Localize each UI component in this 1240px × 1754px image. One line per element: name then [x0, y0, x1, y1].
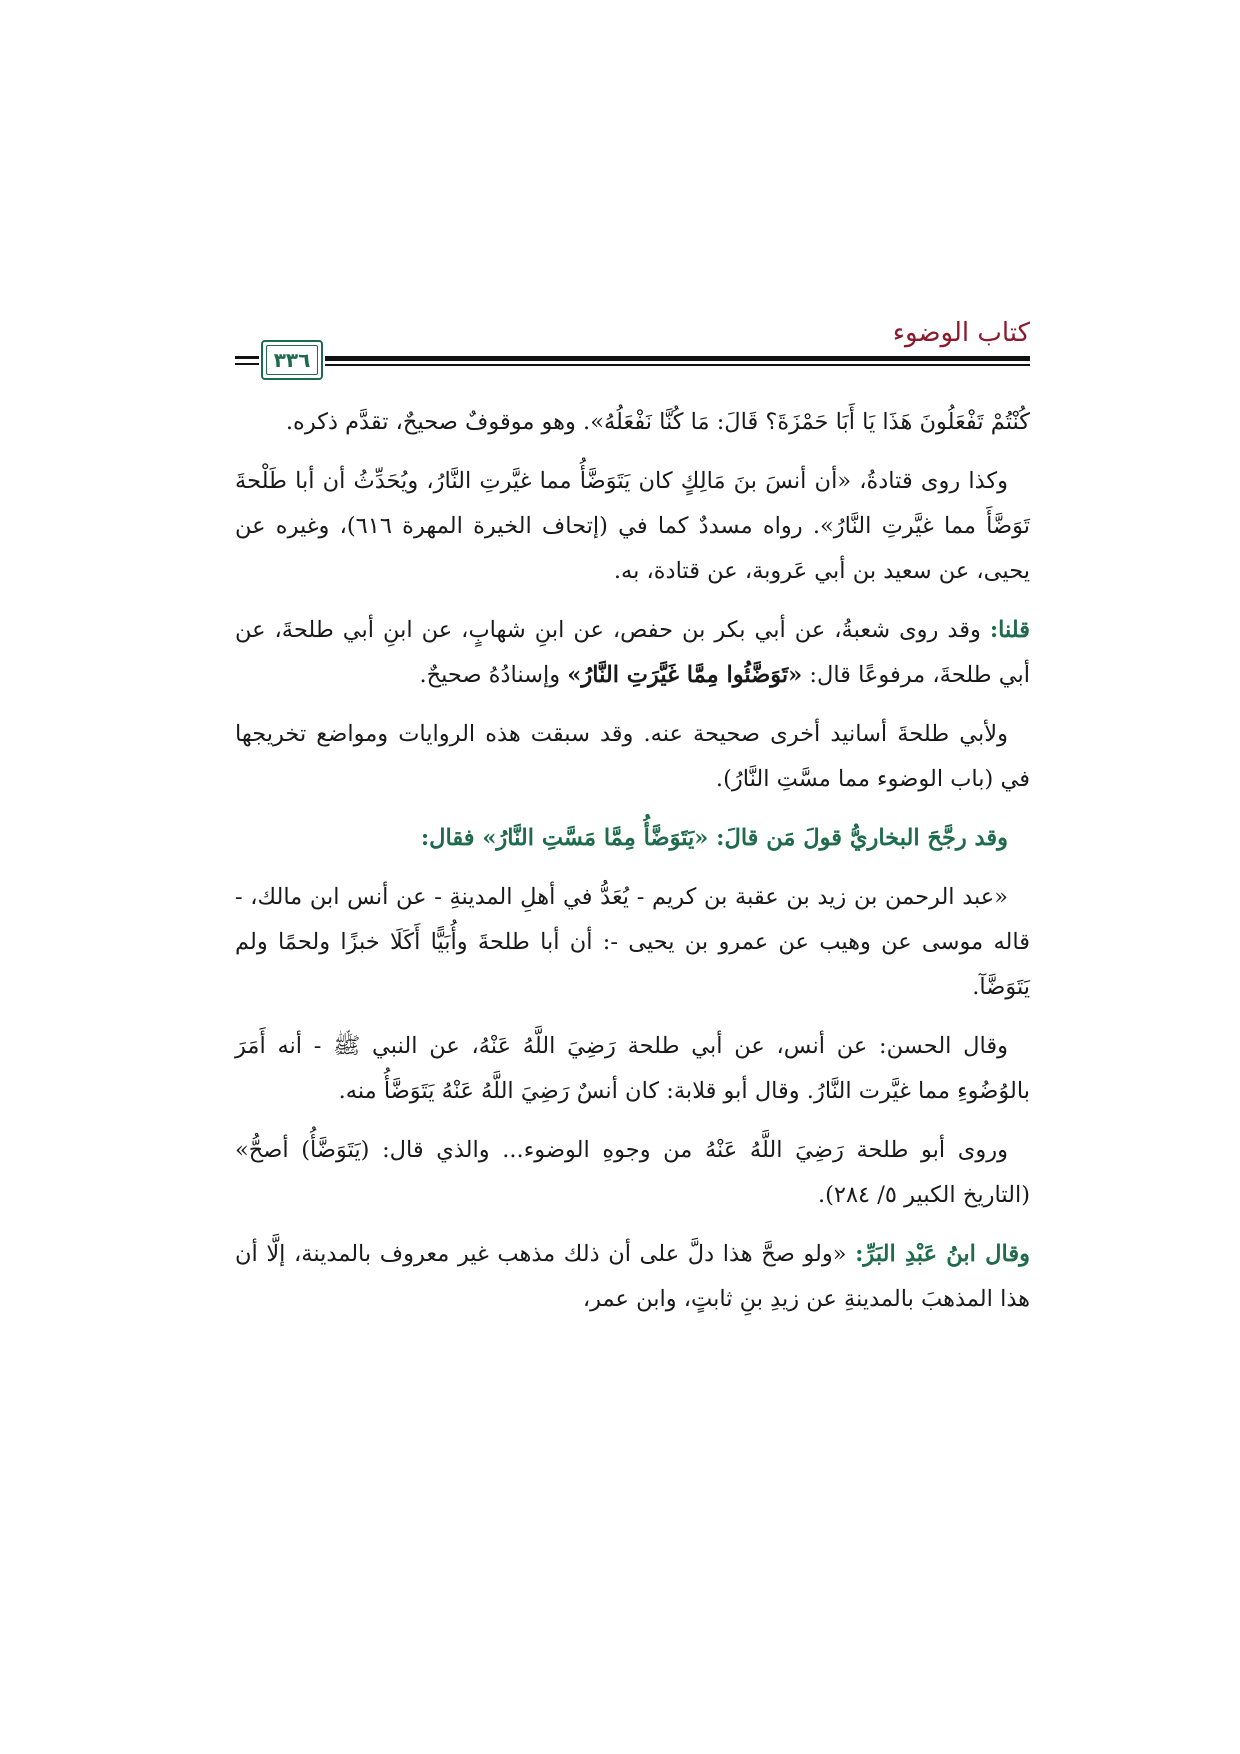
paragraph-3-text: وقد روى شعبةُ، عن أبي بكر بن حفص، عن ابنِ شهابٍ، عن ابنِ أبي طلحةَ، عن أبي طلحةَ، مرفوعًا قال: — [235, 617, 1030, 688]
header-rule — [325, 356, 1030, 361]
page-number: ٣٣٦ — [273, 348, 311, 372]
paragraph-7: وروى أبو طلحة رَضِيَ اللَّهُ عَنْهُ من وجوهِ الوضوء... والذي قال: (يَتَوَضَّأُ) أصحُّ» (التاريخ الكبير ٥/ ٢٨٤). — [235, 1137, 1030, 1208]
section-heading: وقد رجَّحَ البخاريُّ قولَ مَن قالَ: «يَتَوَضَّأُ مِمَّا مَسَّتِ النَّارُ» فقال: — [420, 825, 1008, 851]
paragraph-2: وكذا روى قتادةُ، «أن أنسَ بنَ مَالِكٍ كان يَتَوَضَّأُ مما غيَّرتِ النَّارُ، ويُحَدِّثُ أن أبا طَلْحةَ تَوَضَّأَ مما غيَّرتِ النَّارُ». رواه مسددٌ كما في (إتحاف الخيرة المهرة ٦١٦)، وغيره عن يحيى، عن سعيد بن أبي عَروبة، عن قتادة، به. — [235, 468, 1030, 584]
paragraph-8-lead: وقال ابنُ عَبْدِ البَرِّ: — [855, 1241, 1030, 1267]
header-rule-left-thin — [235, 363, 259, 365]
paragraph-1: كُنْتُمْ تَفْعَلُونَ هَذَا يَا أَبَا حَمْزَةَ؟ قَالَ: مَا كُنَّا نَفْعَلُهُ». وهو موقوفٌ صحيحٌ، تقدَّم ذكره. — [285, 409, 1030, 435]
paragraph-3-lead: قلنا: — [989, 617, 1030, 643]
book-title: كتاب الوضوء — [892, 318, 1030, 348]
paragraph-5: «عبد الرحمن بن زيد بن عقبة بن كريم - يُعَدُّ في أهلِ المدينةِ - عن أنس ابن مالك، - قاله موسى عن وهيب عن عمرو بن يحيى -: أن أبا طلحةَ وأُبَيًّا أَكَلَا خبزًا ولحمًا ولم يَتَوَضَّآ. — [235, 884, 1030, 1000]
page-number-frame — [261, 340, 323, 380]
paragraph-3-quote: «تَوَضَّئُوا مِمَّا غَيَّرَتِ النَّارُ» — [567, 662, 803, 688]
paragraph-4: ولأبي طلحةَ أسانيد أخرى صحيحة عنه. وقد سبقت هذه الروايات ومواضع تخريجها في (باب الوضوء مما مسَّتِ النَّارُ). — [235, 721, 1030, 792]
paragraph-8 — [235, 1232, 1030, 1322]
header-rule-left — [235, 356, 259, 359]
page-header — [235, 310, 1030, 390]
header-rule-thin — [325, 364, 1030, 366]
paragraph-3-end: وإسنادُهُ صحيحٌ. — [419, 662, 568, 688]
paragraph-3 — [235, 608, 1030, 698]
page-body — [235, 400, 1030, 1336]
paragraph-6: وقال الحسن: عن أنس، عن أبي طلحة رَضِيَ اللَّهُ عَنْهُ، عن النبي ﷺ - أنه أَمَرَ بالوُضُوءِ مما غيَّرت النَّارُ. وقال أبو قلابة: كان أنسٌ رَضِيَ اللَّهُ عَنْهُ يَتَوَضَّأُ منه. — [235, 1033, 1030, 1104]
paragraph-8-text: «ولو صحَّ هذا دلَّ على أن ذلك مذهب غير معروف بالمدينة، إلَّا أن هذا المذهبَ بالمدينةِ عن زيدِ بنِ ثابتٍ، وابن عمر، — [235, 1241, 1030, 1312]
